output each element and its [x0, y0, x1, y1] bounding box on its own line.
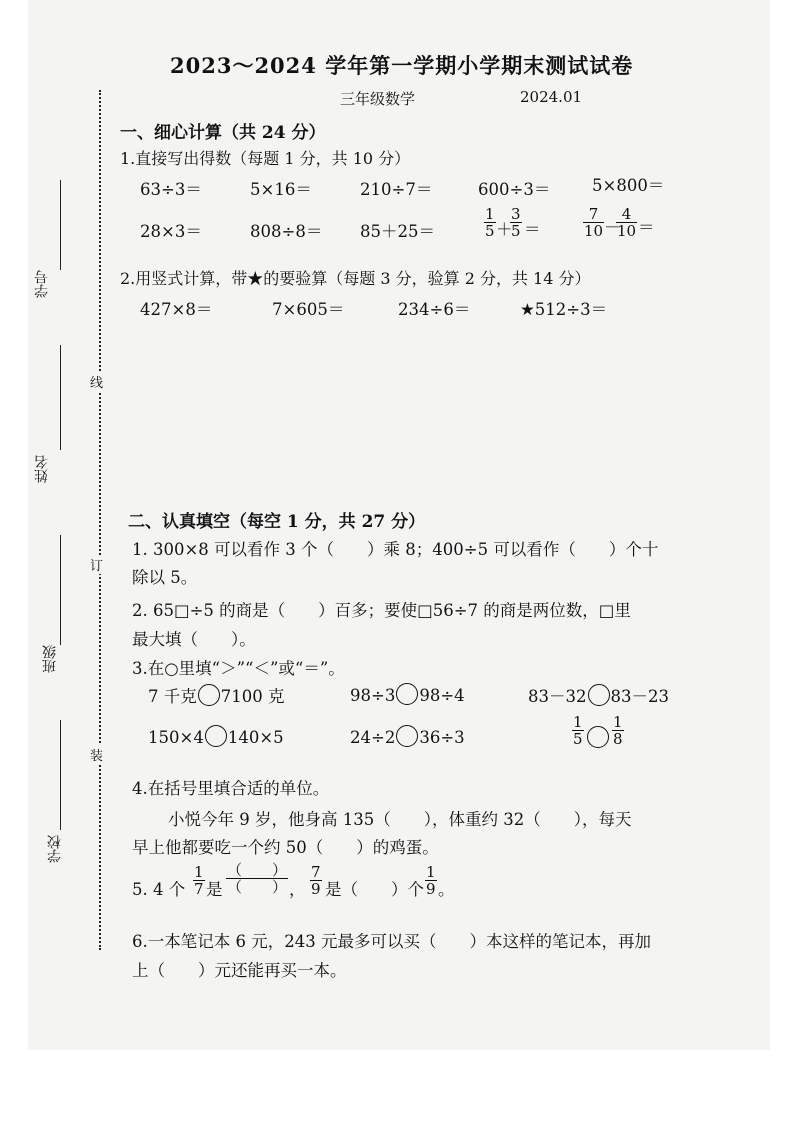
fraction: $\frac{4}{10}$: [617, 205, 637, 240]
vertical-calc-item-checked: ★512÷3＝: [520, 300, 608, 319]
compare-circle[interactable]: [198, 684, 220, 706]
s2-q5-text: 是: [206, 880, 223, 899]
fraction: $\frac{1}{7}$: [194, 863, 204, 898]
calc-item: 28×3＝: [140, 222, 202, 241]
compare-item: 83－32 83－23: [528, 683, 669, 707]
school-label: 学校: [47, 835, 63, 863]
student-id-label: 学号: [34, 270, 50, 298]
equals: ＝: [524, 220, 541, 239]
class-label: 班级: [42, 645, 58, 673]
s1-q2-title: 2.用竖式计算，带★的要验算（每题 3 分，验算 2 分，共 14 分）: [120, 269, 591, 288]
s2-q5-text: 。: [438, 880, 455, 899]
binding-dotted-line: [99, 90, 101, 950]
student-id-blank: [60, 180, 61, 270]
s2-q2-line2: 最大填（ ）。: [132, 630, 256, 649]
fraction: $\frac{3}{5}$: [511, 205, 521, 240]
name-blank: [60, 345, 61, 450]
calc-item: 85＋25＝: [360, 222, 435, 241]
calc-item: 808÷8＝: [250, 222, 323, 241]
exam-grade: 三年级数学: [340, 90, 416, 108]
s2-q1-line1: 1. 300×8 可以看作 3 个（ ）乘 8；400÷5 可以看作（ ）个十: [132, 540, 659, 559]
s2-q4-line1: 小悦今年 9 岁，他身高 135（ ），体重约 32（ ），每天: [168, 810, 632, 829]
compare-item: 150×4 140×5: [148, 725, 284, 747]
compare-item: 24÷2 36÷3: [350, 725, 465, 747]
binding-marker-line: 线: [90, 372, 103, 391]
fraction-blank[interactable]: （ ） （ ）: [227, 861, 288, 896]
s2-q1-line2: 除以 5。: [132, 568, 198, 587]
s2-q3-title: 3.在○里填“＞”“＜”或“＝”。: [132, 659, 345, 678]
vertical-calc-item: 7×605＝: [272, 300, 345, 319]
compare-circle[interactable]: [396, 683, 418, 705]
binding-marker-staple: 订: [90, 555, 103, 574]
binding-marker-bind: 装: [90, 745, 103, 764]
s2-q4-line2: 早上他都要吃一个约 50（ ）的鸡蛋。: [132, 838, 439, 857]
compare-circle[interactable]: [396, 725, 418, 747]
calc-item: 5×16＝: [250, 180, 312, 199]
section1-title: 一、细心计算（共 24 分）: [120, 123, 326, 143]
compare-circle[interactable]: [587, 726, 609, 748]
vertical-calc-item: 234÷6＝: [398, 300, 471, 319]
vertical-calc-item: 427×8＝: [140, 300, 213, 319]
calc-item: 210÷7＝: [360, 180, 433, 199]
compare-item: 98÷3 98÷4: [350, 683, 465, 705]
calc-item: 600÷3＝: [478, 180, 551, 199]
fraction: $\frac{7}{10}$: [584, 205, 604, 240]
section2-title: 二、认真填空（每空 1 分，共 27 分）: [128, 512, 426, 532]
s1-q1-title: 1.直接写出得数（每题 1 分，共 10 分）: [120, 149, 411, 168]
fraction: $\frac{1}{5}$: [485, 205, 495, 240]
fraction: $\frac{1}{8}$: [613, 713, 623, 748]
calc-item: 5×800＝: [592, 176, 665, 195]
exam-date: 2024.01: [520, 88, 583, 106]
compare-circle[interactable]: [205, 725, 227, 747]
fraction: $\frac{1}{5}$: [573, 713, 583, 748]
s2-q5-text: 是（ ）个: [325, 880, 424, 899]
exam-title: 2023～2024 学年第一学期小学期末测试试卷: [170, 53, 634, 78]
equals: ＝: [638, 218, 655, 237]
s2-q6-line2: 上（ ）元还能再买一本。: [132, 961, 347, 980]
operator: ＋: [496, 220, 513, 239]
fraction: $\frac{1}{9}$: [426, 863, 436, 898]
s2-q5-text: ，: [289, 880, 306, 899]
compare-item: 7 千克 7100 克: [148, 683, 285, 707]
s2-q2-line1: 2. 65□÷5 的商是（ ）百多；要使□56÷7 的商是两位数，□里: [132, 601, 631, 620]
s2-q6-line1: 6.一本笔记本 6 元，243 元最多可以买（ ）本这样的笔记本，再加: [132, 932, 651, 951]
s2-q5-prefix: 5. 4 个: [132, 880, 186, 899]
operator: －: [604, 218, 621, 237]
name-label: 姓名: [34, 455, 50, 483]
class-blank: [60, 535, 61, 645]
calc-item: 63÷3＝: [140, 180, 202, 199]
school-blank: [60, 720, 61, 830]
compare-circle[interactable]: [588, 684, 610, 706]
s2-q4-title: 4.在括号里填合适的单位。: [132, 779, 330, 798]
fraction: $\frac{7}{9}$: [311, 863, 321, 898]
